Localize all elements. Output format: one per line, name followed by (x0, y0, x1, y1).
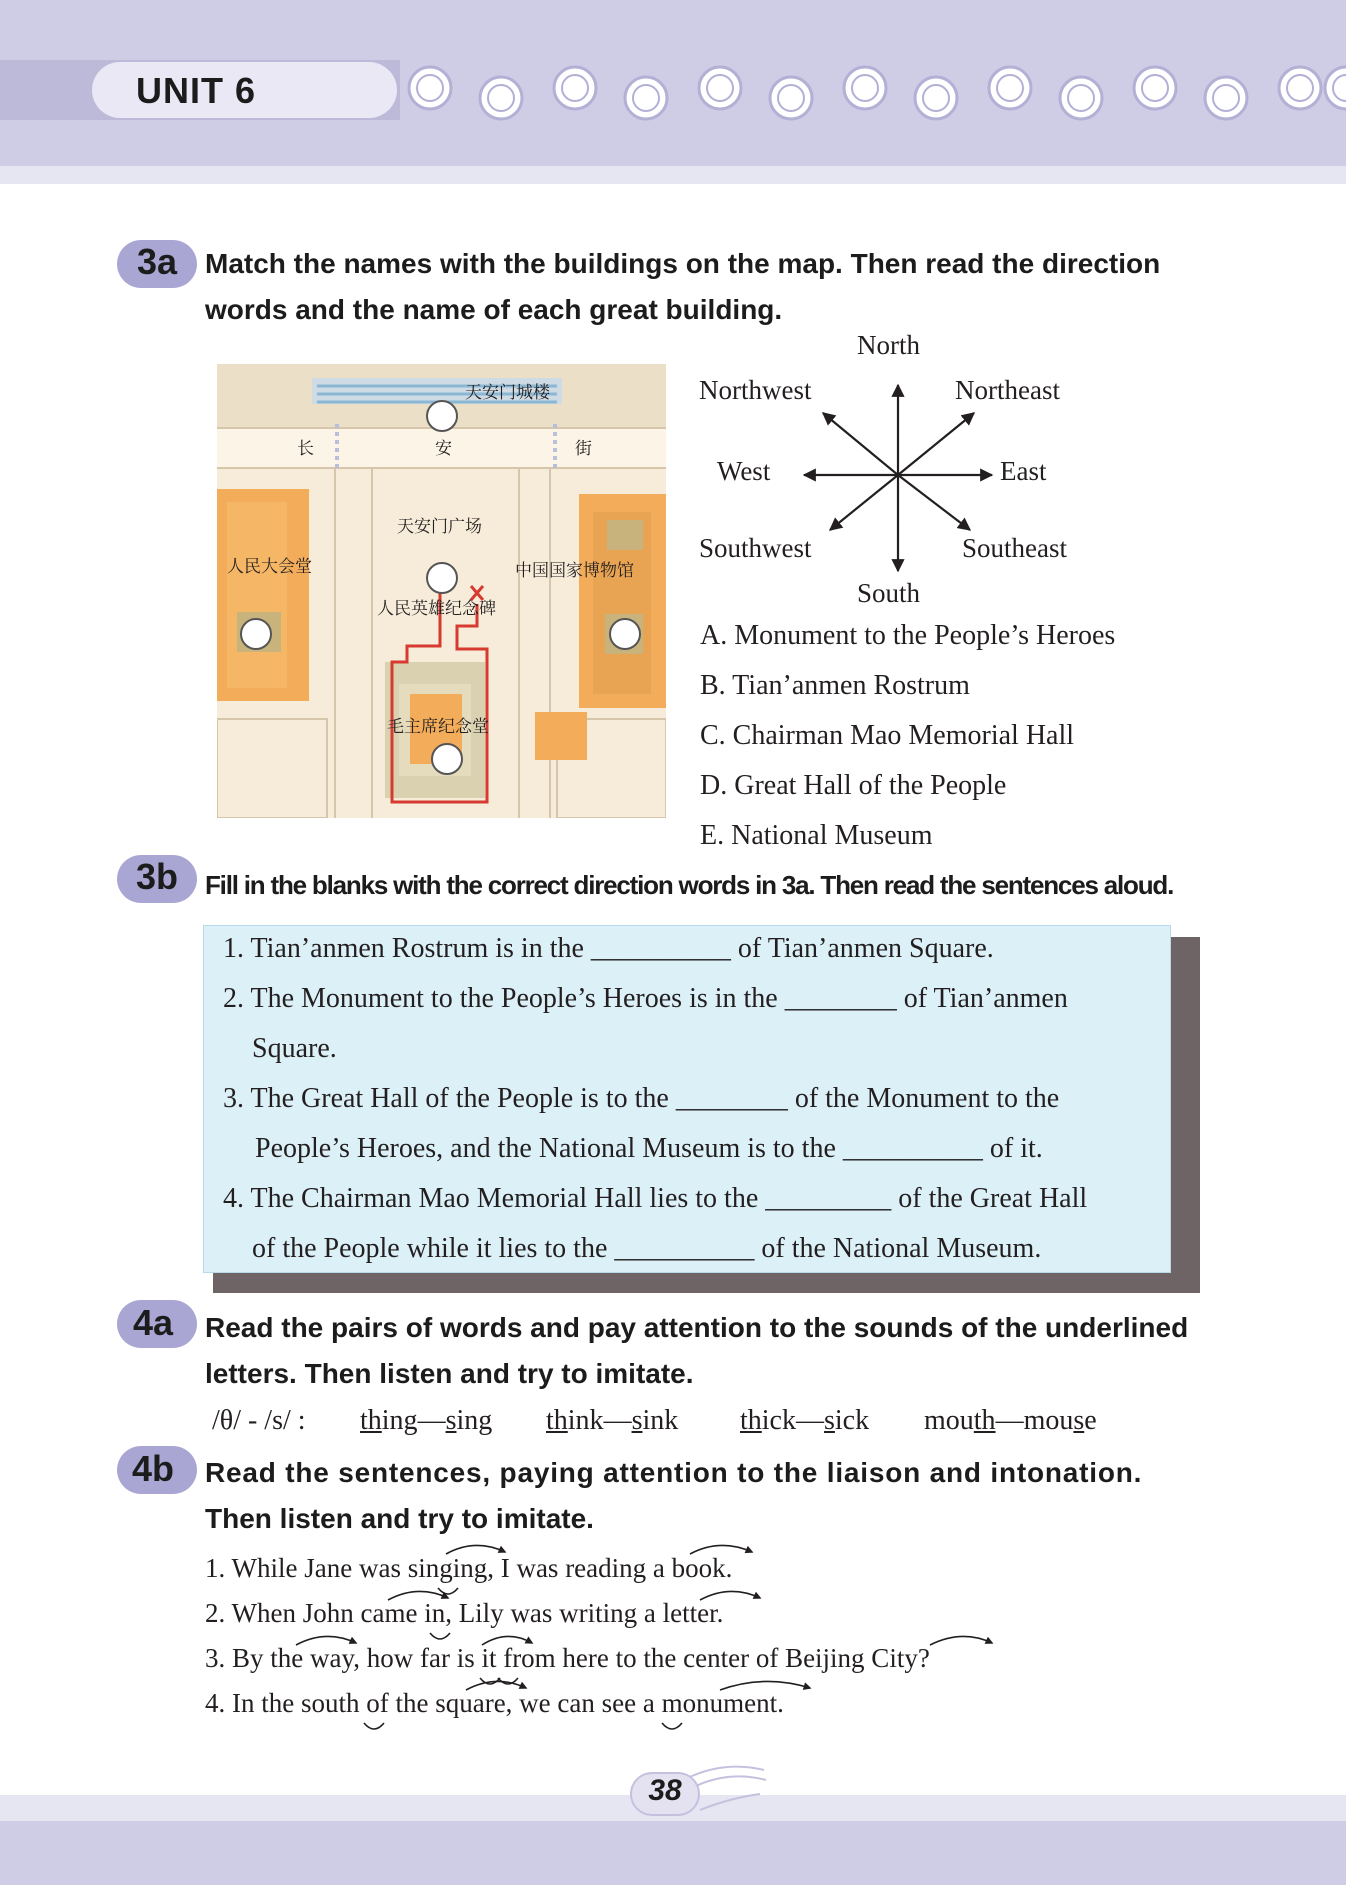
exercise-line-3: 3. The Great Hall of the People is to the ________ of the Monument to the (223, 1083, 1060, 1114)
compass-northeast: Northeast (955, 375, 1060, 405)
underlined-letters: s (445, 1405, 457, 1436)
word-pair-thing-sing: thing—sing (360, 1405, 493, 1436)
instruction-3a-line1: Match the names with the buildings on the map. Then read the direction (205, 248, 1161, 279)
map-label-great-hall: 人民大会堂 (227, 557, 312, 577)
option-e: E. National Museum (700, 820, 933, 851)
map-label-memorial: 毛主席纪念堂 (387, 717, 489, 737)
compass-southeast: Southeast (962, 533, 1067, 563)
underlined-letters: th (973, 1405, 996, 1436)
instruction-4b-line2: Then listen and try to imitate. (205, 1503, 594, 1534)
map-label-tiananmen: 天安门城楼 (465, 383, 550, 403)
underlined-letters: s (1073, 1405, 1085, 1436)
footer-band (0, 1821, 1346, 1885)
exercise-line-4: 4. The Chairman Mao Memorial Hall lies to the _________ of the Great Hall (223, 1183, 1088, 1214)
liaison-sentence-4: 4. In the south of the square, we can see a monument. (205, 1688, 784, 1718)
exercise-line-1: 1. Tian’anmen Rostrum is in the __________ of Tian’anmen Square. (223, 933, 994, 964)
option-d: D. Great Hall of the People (700, 770, 1007, 801)
option-b: B. Tian’anmen Rostrum (700, 670, 970, 701)
section-label-4a: 4a (132, 1302, 174, 1343)
instruction-4b-line1: Read the sentences, paying attention to the liaison and intonation. (205, 1457, 1143, 1488)
section-label-4b: 4b (131, 1448, 174, 1489)
underlined-letters: th (360, 1405, 382, 1436)
liaison-sentence-2: 2. When John came in, Lily was writing a letter. (205, 1598, 724, 1628)
exercise-line-2b: Square. (252, 1033, 337, 1064)
section-label-3b: 3b (135, 856, 178, 897)
exercise-line-3b: People’s Heroes, and the National Museum is to the __________ of it. (255, 1133, 1043, 1164)
map-label-square: 天安门广场 (397, 517, 482, 537)
option-a: A. Monument to the People’s Heroes (700, 620, 1116, 651)
header-strip (0, 166, 1346, 184)
underlined-letters: th (740, 1405, 762, 1436)
instruction-4a-line2: letters. Then listen and try to imitate. (205, 1358, 694, 1389)
compass-northwest: Northwest (699, 375, 812, 405)
page-number: 38 (648, 1774, 682, 1807)
underlined-letters: s (631, 1405, 643, 1436)
word-pair-think-sink: think—sink (546, 1405, 679, 1436)
map-label-chang: 长 (297, 439, 314, 459)
instruction-4a-line1: Read the pairs of words and pay attention to the sounds of the underlined (205, 1312, 1189, 1343)
compass-southwest: Southwest (699, 533, 812, 563)
map-label-museum: 中国国家博物馆 (515, 561, 634, 581)
phonetic-label: /θ/ - /s/ : (212, 1405, 306, 1436)
instruction-3a-line2: words and the name of each great building. (205, 294, 783, 325)
compass-south: South (857, 578, 921, 608)
option-c: C. Chairman Mao Memorial Hall (700, 720, 1075, 751)
underlined-letters: th (546, 1405, 568, 1436)
unit-title: UNIT 6 (136, 70, 257, 111)
exercise-line-2: 2. The Monument to the People’s Heroes is in the ________ of Tian’anmen (223, 983, 1068, 1014)
instruction-3b: Fill in the blanks with the correct direction words in 3a. Then read the sentences aloud. (205, 870, 1174, 900)
word-pair-thick-sick: thick—sick (740, 1405, 870, 1436)
liaison-sentence-1: 1. While Jane was singing, I was reading a book. (205, 1553, 733, 1583)
liaison-sentence-3: 3. By the way, how far is it from here to the center of Beijing City? (205, 1643, 930, 1673)
compass-east: East (1000, 456, 1047, 486)
section-label-3a: 3a (136, 241, 178, 282)
ring-decoration-icon (400, 62, 1346, 126)
compass-north: North (857, 330, 920, 360)
map-label-monument: 人民英雄纪念碑 (377, 599, 496, 619)
map-label-jie: 街 (575, 439, 592, 459)
word-pair-mouth-mouse: mouth—mouse (924, 1405, 1097, 1436)
underlined-letters: s (824, 1405, 835, 1436)
map-label-an: 安 (435, 439, 452, 459)
exercise-line-4b: of the People while it lies to the __________ of the National Museum. (252, 1233, 1042, 1264)
compass-west: West (717, 456, 771, 486)
tiananmen-map (217, 364, 666, 818)
